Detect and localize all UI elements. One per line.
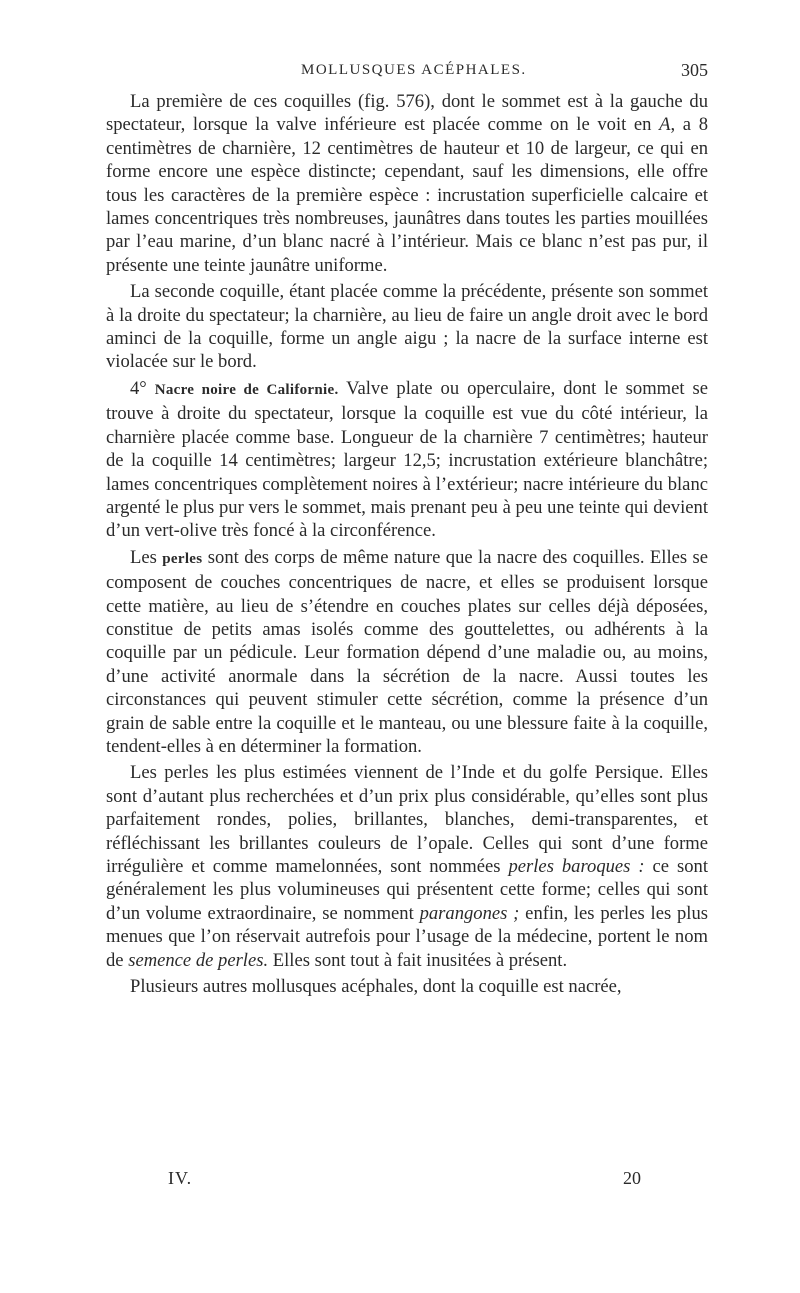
paragraph xyxy=(106,377,708,543)
bold-heading-term: perles xyxy=(162,550,203,567)
italic-term: semence de perles. xyxy=(128,949,269,971)
italic-term: A xyxy=(659,114,671,136)
running-head-title: MOLLUSQUES ACÉPHALES. xyxy=(301,62,527,78)
signature-mark: IV. xyxy=(168,1168,193,1188)
text-run: Les xyxy=(130,546,163,568)
page-number: 305 xyxy=(681,60,708,80)
text-run: ce sont généralement les plus volumineuses qui présentent cette forme; celles qui sont d’un volume extraordinaire, se nomment xyxy=(106,856,708,924)
text-run: enfin, les perles les plus menues que l’on réservait autrefois pour l’usage de la médecine, portent le nom de xyxy=(106,902,708,971)
text-run: Plusieurs autres mollusques acéphales, dont la coquille est nacrée, xyxy=(130,976,622,998)
text-run: , a 8 centimètres de charnière, 12 centimètres de hauteur et 10 de largeur, ce qui en forme encore une espèce distincte; cependant, sauf les dimensions, elle offre tous les caractères de la première espèce : incrustation superficielle calcaire et lames concentriques très nombreuses, jaunâtres dans toutes les parties mouillées par l’eau marine, d’un blanc nacré à l’intérieur. Mais ce blanc n’est pas pur, il présente une teinte jaunâtre uniforme. xyxy=(106,114,709,276)
text-run: Valve plate ou operculaire, dont le sommet se trouve à droite du spectateur, lorsque la coquille est vue du côté intérieur, la charnière placée comme base. Longueur de la charnière 7 centimètres; hauteur de la coquille 14 centimètres; largeur 12,5; incrustation extérieure blanchâtre; lames concentriques complètement noires à l’extérieur; nacre intérieure du blanc argenté le plus pur vers le sommet, mais prenant peu à peu une teinte qui devient d’un vert-olive très foncé à la circonférence. xyxy=(106,377,708,542)
text-run: Les perles les plus estimées viennent de l’Inde et du golfe Persique. Elles sont d’autant plus recherchées et d’un prix plus considérable, qu’elles sont plus parfaitement rondes, polies, brillantes, blanches, demi-transparentes, et réfléchissant les brillantes couleurs de l’opale. Celles qui sont d’une forme irrégulière et comme mamelonnées, sont nommées xyxy=(106,762,708,877)
paragraph xyxy=(106,90,708,277)
text-run: La seconde coquille, étant placée comme la précédente, présente son sommet à la droite du spectateur; la charnière, au lieu de faire un angle droit avec le bord aminci de la coquille, forme un angle aigu ; la nacre de la surface interne est violacée sur le bord. xyxy=(106,281,708,373)
bold-heading-term: Nacre noire de Californie. xyxy=(154,381,339,398)
text-run: Elles sont tout à fait inusitées à présent. xyxy=(268,949,568,971)
paragraph xyxy=(106,975,708,998)
paragraph xyxy=(106,761,708,972)
paragraph xyxy=(106,280,708,374)
text-run: La première de ces coquilles (fig. 576), dont le sommet est à la gauche du spectateur, lorsque la valve inférieure est placée comme on le voit en xyxy=(106,91,708,136)
sheet-number: 20 xyxy=(623,1168,641,1188)
text-run: 4° xyxy=(130,377,155,399)
italic-term: parangones ; xyxy=(419,902,520,924)
text-run: sont des corps de même nature que la nacre des coquilles. Elles se composent de couches concentriques de nacre, et elles se produisent lorsque cette matière, au lieu de s’étendre en couches plates sur celles déjà déposées, constitue de petits amas isolés comme des gouttelettes, ou adhérents à la coquille par un pédicule. Leur formation dépend d’une maladie ou, au moins, d’une activité anormale dans la sécrétion de la nacre. Aussi toutes les circonstances qui peuvent stimuler cette sécrétion, comme la présence d’un grain de sable entre la coquille et le manteau, ou une blessure faite à la coquille, tendent-elles à en déterminer la formation. xyxy=(106,546,708,757)
paragraph xyxy=(106,546,708,759)
page-footer xyxy=(106,1168,708,1198)
running-head xyxy=(106,60,708,90)
body-text xyxy=(106,90,708,998)
book-page xyxy=(106,60,708,1230)
italic-term: perles baroques : xyxy=(508,856,645,877)
